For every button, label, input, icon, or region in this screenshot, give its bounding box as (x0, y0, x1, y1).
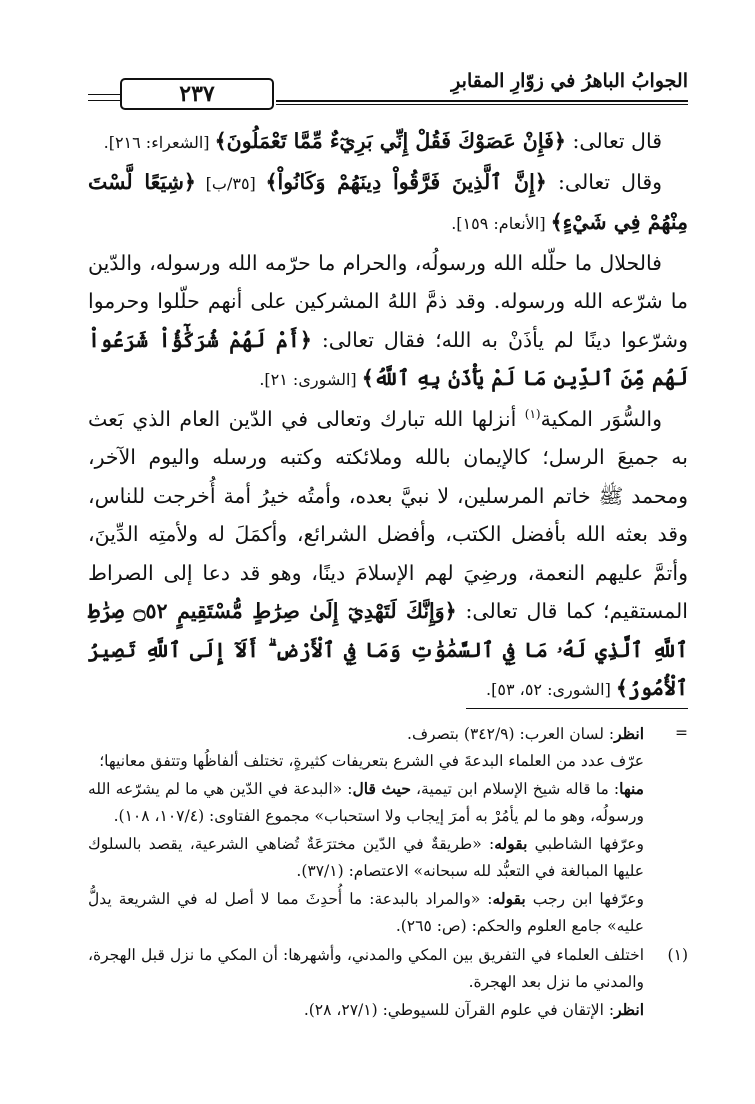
footnote-1 (88, 942, 688, 1024)
verse-reference: [الشورى: ٢١]. (259, 370, 362, 389)
quran-verse: ﴿شِيَعًا لَّسْتَ مِنْهُمْ فِي شَيْءٍ﴾ (88, 169, 688, 234)
manuscript-folio: [٣٥/ب] (195, 173, 266, 193)
text-run: قال تعالى: (565, 129, 662, 153)
footnote-label: انظر (614, 1000, 644, 1019)
footnote-line (88, 830, 644, 885)
footnote-label: بقوله (492, 889, 526, 908)
text-run: : «البدعة في الدّين هي ما لم يشرّعه الله ورسولُه، وهو ما لم يأمُرْ به أمرَ إيجاب ولا استحباب» مجموع الفتاوى: (١٠٧/٤، ١٠٨). (88, 780, 644, 825)
paragraph-3 (88, 244, 688, 400)
verse-reference: [الشورى: ٥٢، ٥٣]. (486, 680, 616, 699)
text-run: : لسان العرب: (٣٤٢/٩) بتصرف. (407, 725, 615, 743)
footnote-line (88, 996, 644, 1024)
text-run: فالحلال ما حلّله الله ورسولُه، والحرام ما حرّمه الله ورسوله، والدّين ما شرّعه الله ورسوله. وقد ذمَّ اللهُ المشركين على أنهم حلّلوا وحرموا وشرّعوا دينًا لم يأذَنْ به الله؛ فقال تعالى: (88, 250, 688, 352)
footnote-label: منها (619, 779, 644, 798)
running-title: الجوابُ الباهرُ في زوّارِ المقابرِ (451, 70, 688, 92)
footnote-continuation (88, 720, 688, 940)
page-header (88, 60, 688, 116)
footnote-line (88, 775, 644, 830)
footnote-label: حيث قال (352, 779, 411, 798)
page-number: ٢٣٧ (120, 78, 274, 110)
footnote-mark: (١) (524, 406, 541, 421)
header-rule (276, 100, 688, 102)
header-rule (88, 94, 120, 95)
footnote-line (88, 885, 644, 940)
quran-verse: ﴿فَإِنْ عَصَوْكَ فَقُلْ إِنِّي بَرِيٓءٌ مِّمَّا تَعْمَلُونَ﴾ (214, 129, 566, 153)
footnote-marker: (١) (667, 946, 688, 964)
footnote-line (88, 720, 644, 748)
text-run: اختلف العلماء في التفريق بين المكي والمدني، وأشهرها: أن المكي ما نزل قبل الهجرة، والمدني ما نزل بعد الهجرة. (88, 946, 644, 991)
footnote-marker: = (675, 724, 688, 742)
header-rule (276, 104, 688, 105)
text-run: والسُّوَر المكية (540, 406, 662, 431)
footnote-line (88, 748, 644, 775)
text-run: وعرّفها الشاطبي (527, 835, 644, 853)
header-rule (88, 100, 120, 101)
quran-verse: ﴿أَمْ لَهُمْ شُرَكَٰٓؤُاْ شَرَعُواْ لَهُم مِّنَ ٱلدِّينِ مَا لَمْ يَأْذَنۢ بِهِ ٱللَّهُ﴾ (88, 327, 688, 390)
paragraph-2 (88, 163, 688, 244)
text-run: : ما قاله شيخ الإسلام ابن تيمية، (410, 780, 620, 798)
footnote-label: انظر (614, 724, 644, 743)
text-run: : الإتقان في علوم القرآن للسيوطي: (٢٧/١، ٢٨). (303, 1001, 615, 1019)
footnote-line (88, 942, 644, 996)
main-text (88, 122, 688, 710)
paragraph-1 (88, 122, 688, 163)
footnote-separator (466, 708, 688, 709)
quran-verse: ﴿إِنَّ ٱلَّذِينَ فَرَّقُواْ دِينَهُمْ وَكَانُواْ﴾ (265, 169, 547, 194)
footnotes (88, 720, 688, 1026)
text-run: أنزلها الله تبارك وتعالى في الدّين العام الذي بَعث به جميعَ الرسل؛ كالإيمان بالله وملائكته وكتبه ورسله واليوم الآخر، ومحمد ﷺ خاتم المرسلين، لا نبيَّ بعده، وأمتُه خيرُ أمة أُخرجت للناس، وقد بعثه الله بأفضل الكتب، وأفضل الشرائع، وأكمَلَ له ولأمتِه الدِّينَ، وأتمَّ عليهم النعمة، ورضِيَ لهم الإسلامَ دينًا، وهو قد دعا إلى الصراط المستقيم؛ كما قال تعالى: (88, 406, 688, 623)
verse-reference: [الشعراء: ٢١٦]. (103, 133, 215, 152)
text-run: : «والمراد بالبدعة: ما أُحدِثَ مما لا أصل له في الشريعة يدلُّ عليه» جامع العلوم والحكم: (ص: ٢٦٥). (88, 890, 644, 935)
text-run: : «طريقةٌ في الدّين مخترَعَةٌ تُضاهي الشرعية، يقصد بالسلوك عليها المبالغة في التعبُّد لله سبحانه» الاعتصام: (٣٧/١). (88, 835, 644, 880)
quran-verse: ﴿وَإِنَّكَ لَتَهْدِيٓ إِلَىٰ صِرَٰطٍ مُّسْتَقِيمٍ ۝٥٢ صِرَٰطِ ٱللَّهِ ٱلَّذِي لَهُۥ مَا فِي ٱلسَّمَٰوَٰتِ وَمَا فِي ٱلْأَرْضِ ۗ أَلَآ إِلَى ٱللَّهِ تَصِيرُ ٱلْأُمُورُ﴾ (88, 599, 688, 700)
footnote-label: بقوله (494, 834, 528, 853)
verse-reference: [الأنعام: ١٥٩]. (451, 214, 551, 233)
paragraph-4 (88, 400, 688, 710)
text-run: وعرّفها ابن رجب (525, 890, 644, 908)
text-run: عرّف عدد من العلماء البدعةَ في الشرع بتعريفات كثيرةٍ، تختلف ألفاظُها وتتفق معانيها؛ (99, 752, 644, 770)
text-run: وقال تعالى: (546, 169, 663, 194)
